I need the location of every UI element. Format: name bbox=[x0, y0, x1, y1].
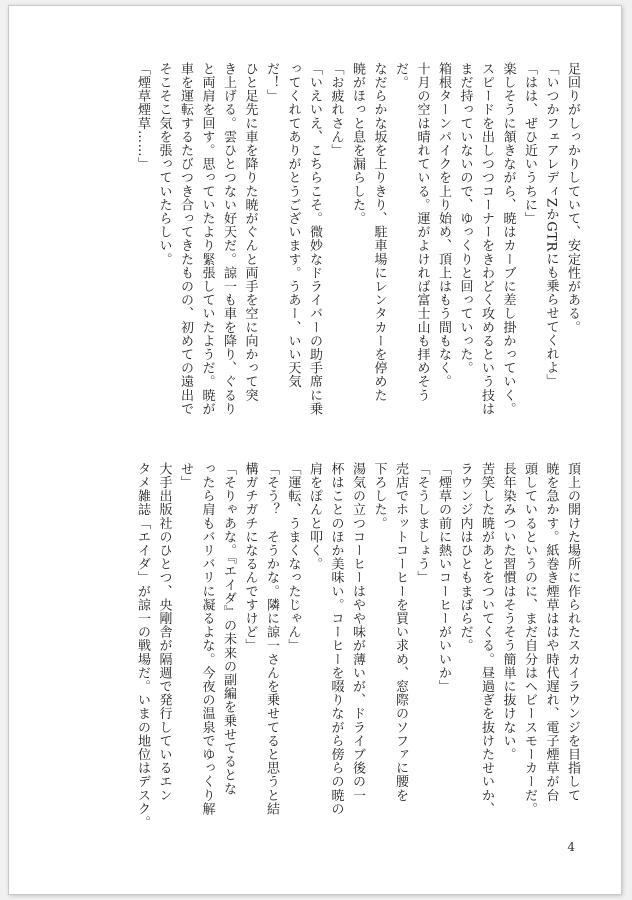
text-block-bottom bbox=[132, 462, 584, 842]
text-line: 「そりゃあな。『エイダ』の未来の副編を乗せてるとな bbox=[221, 462, 236, 796]
text-line: だ！」 bbox=[264, 62, 279, 103]
text-line: 「いえいえ、こちらこそ。微妙なドライバーの助手席に乗 bbox=[307, 62, 322, 416]
text-line: 「はは、ぜひ近いうちに」 bbox=[522, 62, 537, 226]
text-line: 大手出版社のひとつ、央剛舎が隔週で発行しているエン bbox=[156, 462, 172, 802]
text-line: 頭しているというのに、まだ自分はヘビースモーカーだ。 bbox=[522, 462, 537, 816]
text-line: 暁がほっと息を漏らした。 bbox=[350, 62, 365, 226]
text-line: 車を運転するたびつき合ってきたものの、初めての遠出で bbox=[178, 62, 193, 416]
document-page bbox=[8, 5, 622, 895]
text-line: せ」 bbox=[178, 462, 193, 490]
text-line: き上げる。雲ひとつない好天だ。諒一も車を降り、ぐるり bbox=[221, 62, 236, 416]
text-line: そこそこ気を張っていたらしい。 bbox=[156, 62, 172, 266]
text-line: 湯気の立つコーヒーはやや味が薄いが、ドライブ後の一 bbox=[350, 462, 365, 802]
text-line: 構ガチガチになるんですけど」 bbox=[242, 462, 258, 653]
text-line: 楽しそうに頷きながら、暁はカーブに差し掛かっていく。 bbox=[500, 62, 516, 416]
text-line: ひと足先に車を降りた暁がぐんと両手を空に向かって突 bbox=[242, 62, 258, 402]
text-line: 下ろした。 bbox=[371, 462, 387, 530]
text-line: 「お疲れさん」 bbox=[328, 62, 344, 158]
text-line: ってくれてありがとうございます。うあー、いい天気 bbox=[285, 62, 301, 389]
text-line: 足回りがしっかりしていて、安定性がある。 bbox=[565, 62, 580, 334]
text-line: ったら肩もバリバリに凝るよな。今夜の温泉でゆっくり解 bbox=[199, 462, 215, 816]
text-line: 「いつかフェアレディZかGTRにも乗らせてくれよ」 bbox=[543, 62, 559, 388]
text-line: 苦笑した暁があとをついてくる。昼過ぎを抜けたせいか、 bbox=[479, 462, 494, 816]
text-line: 売店でホットコーヒーを買い求め、窓際のソファに腰を bbox=[393, 462, 408, 802]
text-line: 肩をぽんと叩く。 bbox=[307, 462, 322, 571]
page-number: 4 bbox=[567, 840, 575, 854]
text-line: タメ雑誌「エイダ」が諒一の戦場だ。いまの地位はデスク。 bbox=[135, 462, 150, 830]
text-line: 「煙草煙草……」 bbox=[135, 62, 150, 171]
text-line: 頂上の開けた場所に作られたスカイラウンジを目指して bbox=[565, 462, 580, 802]
text-line: ラウンジ内はひともまばらだ。 bbox=[457, 462, 473, 653]
text-line: 十月の空は晴れている。運がよければ富士山も拝めそう bbox=[414, 62, 430, 402]
text-line: 「そう？ そうかな。隣に諒一さんを乗せてると思うと結 bbox=[264, 462, 279, 816]
text-line: スピードを出しつつコーナーをきわどく攻めるという技は bbox=[479, 62, 494, 416]
text-line: 長年染みついた習慣はそうそう簡単に抜けない。 bbox=[500, 462, 516, 762]
text-line: 「運転、うまくなったじゃん」 bbox=[285, 462, 301, 653]
text-line: だ。 bbox=[393, 62, 408, 90]
text-line: 「そうしましょう」 bbox=[414, 462, 430, 585]
text-line: 「煙草の前に熱いコーヒーがいいか」 bbox=[436, 462, 451, 694]
text-block-top bbox=[132, 62, 584, 452]
text-line: 暁を急かす。紙巻き煙草ははや時代遅れ、電子煙草が台 bbox=[543, 462, 559, 802]
text-line: なだらかな坂を上りきり、駐車場にレンタカーを停めた bbox=[371, 62, 387, 402]
text-line: 杯はことのほか美味い。コーヒーを啜りながら傍らの暁の bbox=[328, 462, 344, 816]
text-line: 箱根ターンパイクを上り始め、頂上はもう間もなく。 bbox=[436, 62, 451, 389]
text-line: まだ持っていないので、ゆっくりと回っていった。 bbox=[457, 62, 473, 375]
text-line: と両肩を回す。思っていたより緊張していたようだ。暁が bbox=[199, 62, 215, 416]
